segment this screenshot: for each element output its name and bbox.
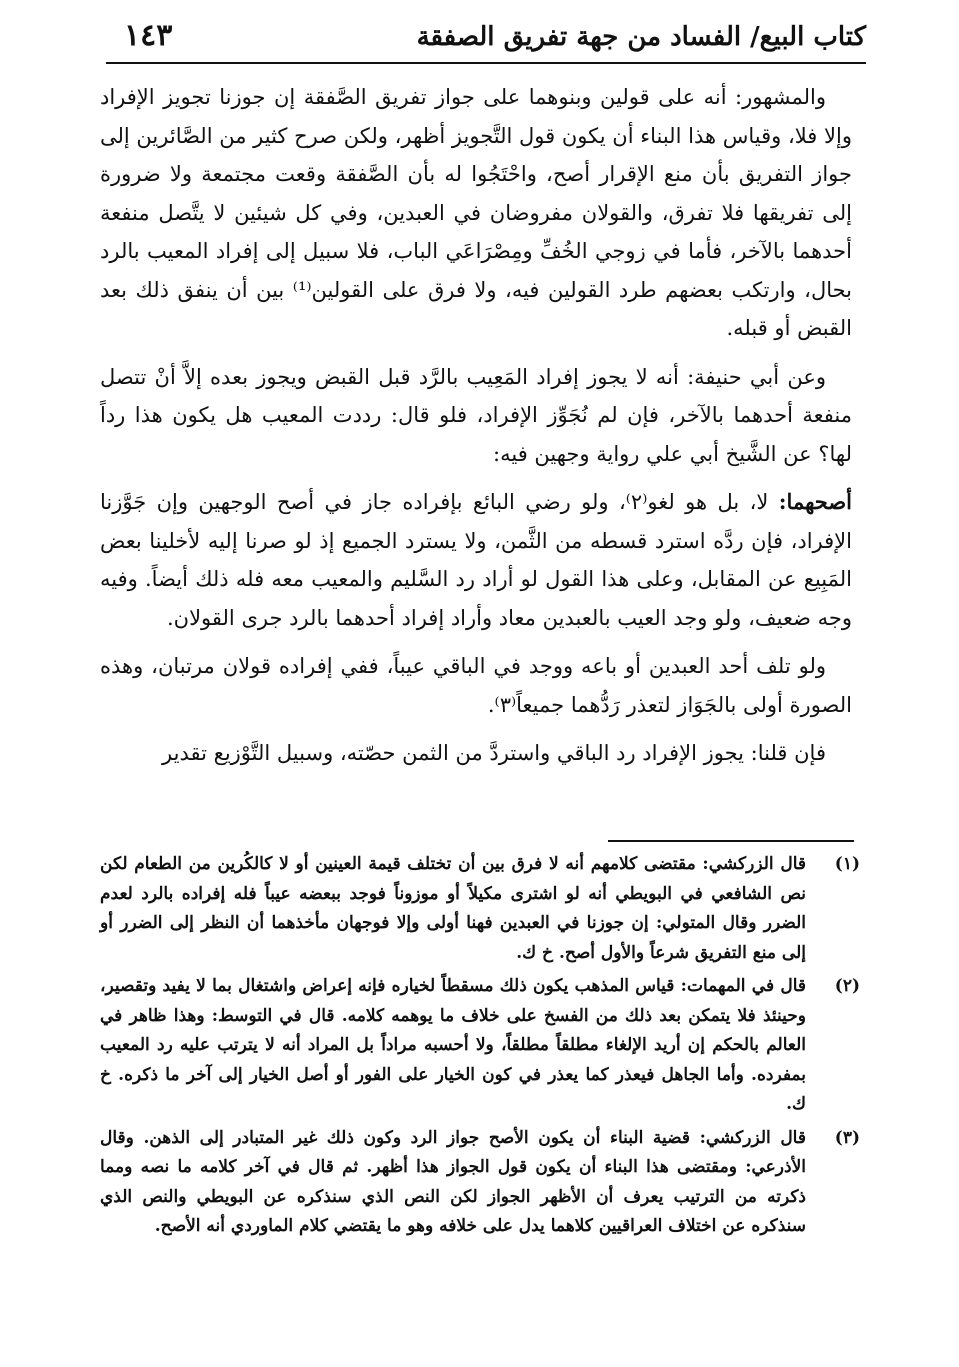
main-text: [100, 78, 852, 783]
footnote-divider: [608, 840, 854, 842]
paragraph: [100, 734, 852, 773]
footnotes: [100, 850, 860, 1246]
footnote-number: (٢): [834, 976, 860, 996]
paragraph-text: ولو تلف أحد العبدين أو باعه ووجد في الباقي عيباً، ففي إفراده قولان مرتبان، وهذه الصورة أولى بالجَوَاز لتعذر رَدُّهما جميعاً⁽٣⁾.: [100, 654, 852, 717]
running-head: كتاب البيع/ الفساد من جهة تفريق الصفقة: [416, 22, 866, 52]
paragraph: [100, 78, 852, 348]
paragraph-text: لا، بل هو لغو⁽٢⁾، ولو رضي البائع بإفراده جاز في أصح الوجهين وإن جَوَّزنا الإفراد، فإن ردَّه استرد قسطه من الثَّمن، ولا يسترد الجميع إذ لو صرنا إليه لأخلينا بعض المَبِيع عن المقابل، وعلى هذا القول لو أراد رد السَّليم والمعيب معه فله ذلك أيضاً. وفيه وجه ضعيف، ولو وجد العيب بالعبدين معاد وأراد إفراد أحدهما بالرد جرى القولان.: [100, 490, 852, 630]
paragraph-lead: أصحهما:: [778, 489, 852, 514]
paragraph: [100, 483, 852, 637]
paragraph: [100, 647, 852, 724]
footnote: [100, 850, 860, 968]
footnote-number: (١): [834, 854, 860, 874]
page-header: [106, 16, 866, 64]
footnote: [100, 1124, 860, 1242]
page-number: ١٤٣: [124, 18, 173, 53]
paragraph-text: فإن قلنا: يجوز الإفراد رد الباقي واستردَّ من الثمن حصّته، وسبيل التَّوْزيع تقدير: [162, 741, 826, 765]
paragraph: [100, 358, 852, 474]
footnote-text: قال الزركشي: قضية البناء أن يكون الأصح جواز الرد وكون ذلك غير المتبادر إلى الذهن. وقال الأذرعي: ومقتضى هذا البناء أن يكون قول الجواز هذا أظهر. ثم قال في آخر كلامه ما نصه ومما ذكرته من الترتيب يعرف أن الأظهر الجواز لكن النص الذي سنذكره عن البويطي والنص الذي سنذكره عن اختلاف العراقيين كلاهما يدل على خلافه وهو ما يقتضي كلام الماوردي أنه الأصح.: [100, 1127, 806, 1236]
paragraph-text: وعن أبي حنيفة: أنه لا يجوز إفراد المَعِيب بالرَّد قبل القبض ويجوز بعده إلاَّ أنْ تتصل منفعة أحدهما بالآخر، فإن لم نُجَوِّز الإفراد، فلو قال: رددت المعيب هل يكون هذا رداً لها؟ عن الشَّيخ أبي علي رواية وجهين فيه:: [100, 364, 852, 466]
footnote-number: (٣): [834, 1127, 860, 1148]
footnote-text: قال في المهمات: قياس المذهب يكون ذلك مسقطاً لخياره فإنه إعراض واشتغال بما لا يفيد وتقصير، وحينئذ فلا يتمكن بعد ذلك من الفسخ على خلاف ما يوهمه كلامه. قال في التوسط: وهذا ظاهر في العالم بالحكم إن أريد الإلغاء مطلقاً مطلقاً، ولا أحسبه مراداً بل المراد أنه لا يترتب عليه رد المعيب بمفرده. وأما الجاهل فيعذر كما يعذر في كون الخيار على الفور أو أصل الخيار إلى آخر ما ذكره. خ ك.: [100, 976, 806, 1114]
footnote: [100, 972, 860, 1120]
footnote-text: قال الزركشي: مقتضى كلامهم أنه لا فرق بين أن تختلف قيمة العينين أو لا كالكُرين من الطعام لكن نص الشافعي في البويطي أنه لو اشترى مكيلاً أو موزوناً فوجد ببعضه عيباً فله إفراده بالرد لعدم الضرر وقال المتولي: إن جوزنا في العبدين فهنا أولى وإلا فوجهان مأخذهما أن النظر إلى الضرر أو إلى منع التفريق شرعاً والأول أصح. خ ك.: [100, 854, 806, 963]
paragraph-text: والمشهور: أنه على قولين وبنوهما على جواز تفريق الصَّفقة إن جوزنا تجويز الإفراد وإلا فلا، وقياس هذا البناء أن يكون قول التَّجويز أظهر، ولكن صرح كثير من الصَّائرين إلى جواز التفريق بأن منع الإقرار أصح، واحْتَجُوا له بأن الصَّفقة وقعت مجتمعة ولا ضرورة إلى تفريقها فلا تفرق، والقولان مفروضان في العبدين، وفي كل شيئين لا يتَّصل منفعة أحدهما بالآخر، فأما في زوجي الخُفِّ ومِصْرَاعَي الباب، فلا سبيل إلى إفراد المعيب بالرد بحال، وارتكب بعضهم طرد القولين فيه، ولا فرق على القولين⁽¹⁾ بين أن ينفق ذلك بعد القبض أو قبله.: [100, 85, 852, 340]
